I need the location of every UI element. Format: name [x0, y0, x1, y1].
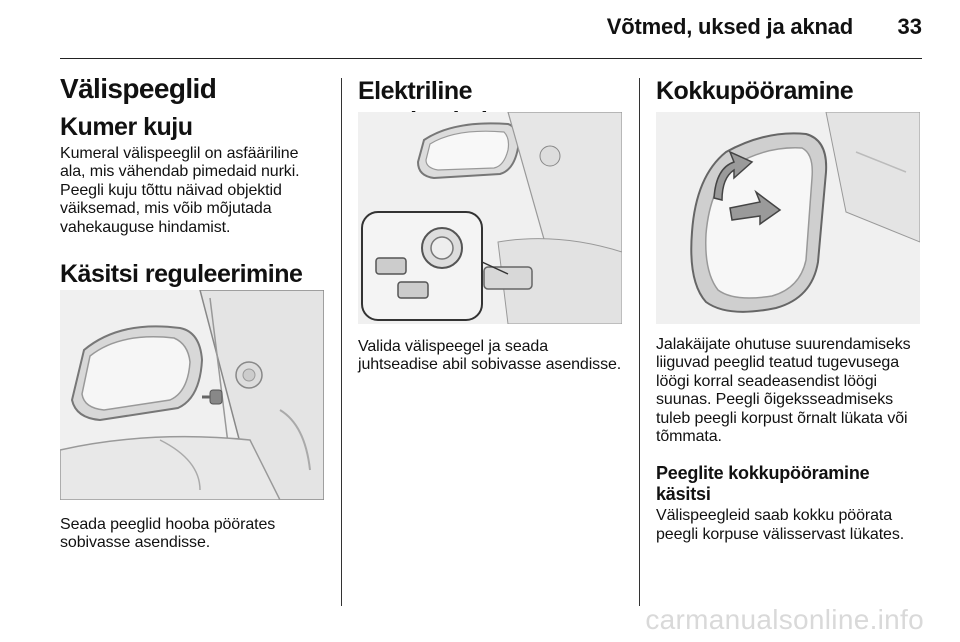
paragraph-manual-folding: Välispeegleid saab kokku pöörata peegli korpuse välisservast lükates.: [656, 507, 905, 543]
column-divider-1: [341, 78, 342, 606]
caption-text: Seada peeglid hooba pöörates sobivasse asendisse.: [60, 516, 276, 552]
paragraph: Kumeral välispeeglil on asfääriline ala, mis vähendab pimedaid nurki. Peegli kuju tõttu näivad objektid väiksemad, mis võib mõjutada vahekauguse hindamist.: [60, 145, 300, 236]
mirror-illustration: [60, 290, 324, 500]
column-1: [60, 72, 328, 289]
section-title: Välispeeglid: [60, 73, 217, 104]
subheading-manual-folding: Peeglite kokkupööramine käsitsi: [656, 463, 870, 505]
page-number: 33: [897, 14, 922, 39]
column-divider-2: [639, 78, 640, 606]
header-title: Võtmed, uksed ja aknad: [606, 14, 853, 39]
caption-manual: [60, 516, 330, 553]
mirror-switch-illustration: [358, 112, 622, 324]
watermark: carmanualsonline.info: [645, 604, 924, 635]
subsection-title-manual: Käsitsi reguleerimine: [60, 260, 303, 289]
header-rule: [60, 58, 922, 59]
paragraph: Jalakäijate ohutuse suurendamiseks liiguvad peeglid teatud tugevusega löögi korral seadeasendist löögi suunas. Peegli õigeksseadmiseks tuleb peegli korpust õrnalt lükata või tõmmata.: [656, 336, 911, 446]
folding-text: [656, 336, 928, 544]
subsection-title: Kumer kuju: [60, 113, 193, 141]
section-title-electric: Elektriline: [358, 77, 472, 105]
caption-electric: [358, 338, 630, 375]
section-title-folding: Kokkupööramine: [656, 77, 854, 105]
column-3: [656, 72, 924, 106]
mirror-fold-illustration: [656, 112, 920, 324]
caption-text: Valida välispeegel ja seada juhtseadise abil sobivasse asendisse.: [358, 338, 622, 374]
